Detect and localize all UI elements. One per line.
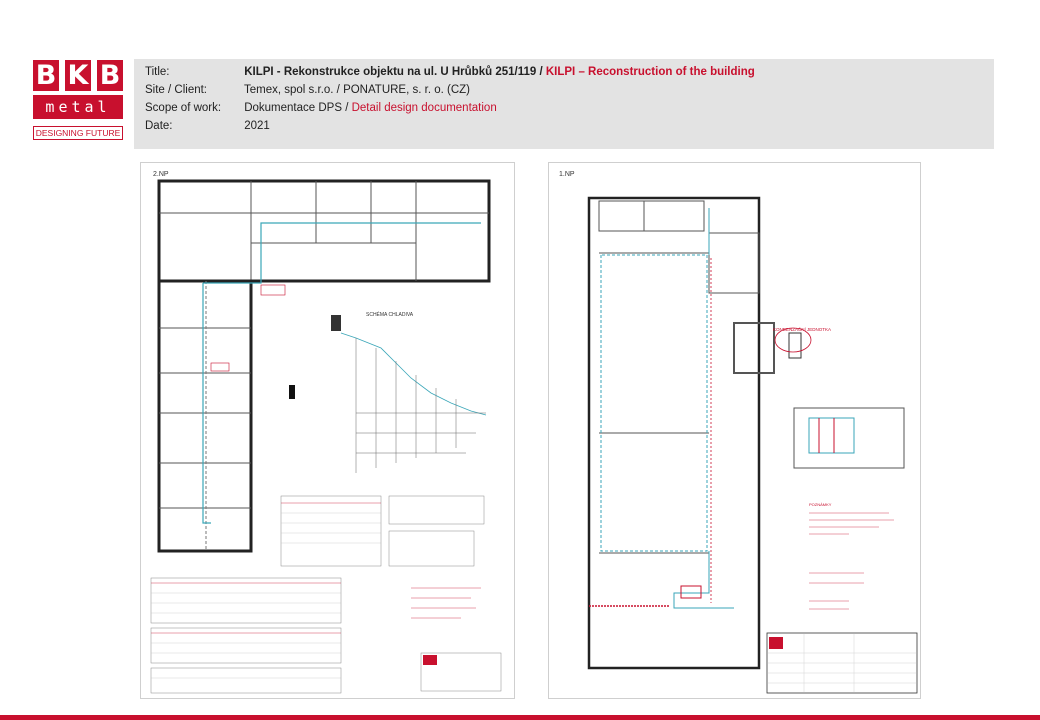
floor-label-2np: 2.NP: [153, 171, 169, 178]
title-row: [145, 66, 755, 78]
logo-letter-k: K: [65, 60, 91, 91]
project-info-panel: [134, 59, 994, 149]
floor-label-1np: 1.NP: [559, 171, 575, 178]
scope-label: Scope of work:: [145, 102, 222, 114]
client-row: [145, 84, 470, 96]
bkb-logo: [33, 60, 125, 140]
client-label: Site / Client:: [145, 84, 207, 96]
logo-letter-b1: B: [33, 60, 59, 91]
date-row: [145, 120, 270, 132]
drawing-sheet-2np: [140, 162, 515, 699]
scope-cz: Dokumentace DPS /: [244, 102, 349, 114]
client-value: Temex, spol s.r.o. / PONATURE, s. r. o. (CZ): [244, 84, 470, 96]
condensing-unit-label: KONDENZAČNÍ JEDNOTKA: [773, 327, 832, 332]
logo-letter-b2: B: [97, 60, 123, 91]
floor-plan-1np: [549, 163, 920, 698]
footer-accent-bar: [0, 715, 1040, 720]
scope-row: [145, 102, 497, 114]
floor-plan-2np: [141, 163, 514, 698]
title-cz: KILPI - Rekonstrukce objektu na ul. U Hrůbků 251/119 /: [244, 66, 543, 78]
title-label: Title:: [145, 66, 170, 78]
logo-tagline: DESIGNING FUTURE: [33, 126, 123, 140]
scope-en: Detail design documentation: [351, 102, 497, 114]
logo-metal-bar: metal: [33, 95, 123, 119]
schema-title: SCHÉMA CHLADIVA: [366, 312, 414, 318]
title-en: KILPI – Reconstruction of the building: [545, 66, 755, 78]
date-value: 2021: [244, 120, 270, 132]
logo-letters: [33, 60, 125, 91]
notes-heading: POZNÁMKY: [809, 502, 832, 507]
drawing-sheet-1np: [548, 162, 921, 699]
date-label: Date:: [145, 120, 173, 132]
